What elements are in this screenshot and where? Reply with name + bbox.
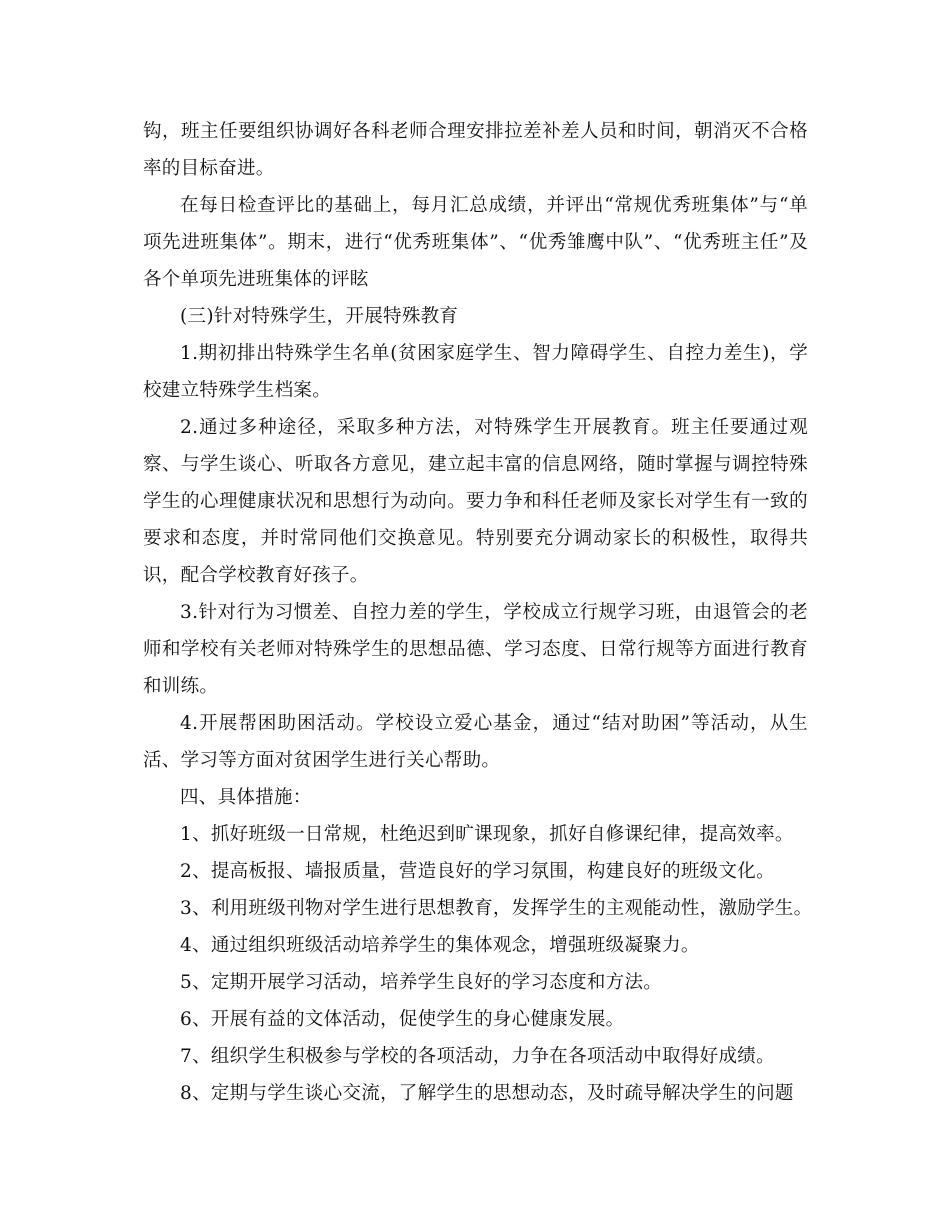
- measure-item-2: 2、提高板报、墙报质量，营造良好的学习氛围，构建良好的班级文化。: [180, 861, 775, 882]
- document-body: [143, 113, 813, 1112]
- measure-item-3: 3、利用班级刊物对学生进行思想教育，发挥学生的主观能动性，激励学生。: [180, 898, 813, 919]
- paragraph-evaluation: 在每日检查评比的基础上，每月汇总成绩，并评出“常规优秀班集体”与“单项先进班集体”。期末，进行“优秀班集体”、“优秀雏鹰中队”、“优秀班主任”及各个单项先进班集体的评眩: [143, 195, 808, 290]
- measure-item-6: 6、开展有益的文体活动，促使学生的身心健康发展。: [180, 1009, 625, 1030]
- measure-item-7: 7、组织学生积极参与学校的各项活动，力争在各项活动中取得好成绩。: [180, 1046, 775, 1067]
- measure-item-1: 1、抓好班级一日常规，杜绝迟到旷课现象，抓好自修课纪律，提高效率。: [180, 824, 794, 845]
- section-heading-measures: 四、具体措施：: [180, 787, 312, 808]
- paragraph-item-3: 3.针对行为习惯差、自控力差的学生，学校成立行规学习班，由退管会的老师和学校有关老师对特殊学生的思想品德、学习态度、日常行规等方面进行教育和训练。: [143, 602, 808, 697]
- measure-item-8: 8、定期与学生谈心交流，了解学生的思想动态，及时疏导解决学生的问题: [180, 1083, 794, 1104]
- section-heading-special-students: (三)针对特殊学生，开展特殊教育: [180, 306, 459, 327]
- paragraph-item-1: 1.期初排出特殊学生名单(贫困家庭学生、智力障碍学生、自控力差生)，学校建立特殊学生档案。: [143, 343, 808, 401]
- paragraph-item-2: 2.通过多种途径，采取多种方法，对特殊学生开展教育。班主任要通过观察、与学生谈心、听取各方意见，建立起丰富的信息网络，随时掌握与调控特殊学生的心理健康状况和思想行为动向。要力争和科任老师及家长对学生有一致的要求和态度，并时常同他们交换意见。特别要充分调动家长的积极性，取得共识，配合学校教育好孩子。: [143, 417, 808, 586]
- paragraph-item-4: 4.开展帮困助困活动。学校设立爱心基金，通过“结对助困”等活动，从生活、学习等方面对贫困学生进行关心帮助。: [143, 713, 808, 771]
- measure-item-5: 5、定期开展学习活动，培养学生良好的学习态度和方法。: [180, 972, 663, 993]
- measure-item-4: 4、通过组织班级活动培养学生的集体观念，增强班级凝聚力。: [180, 935, 700, 956]
- paragraph-continuation: 钩，班主任要组织协调好各科老师合理安排拉差补差人员和时间，朝消灭不合格率的目标奋进。: [143, 121, 808, 179]
